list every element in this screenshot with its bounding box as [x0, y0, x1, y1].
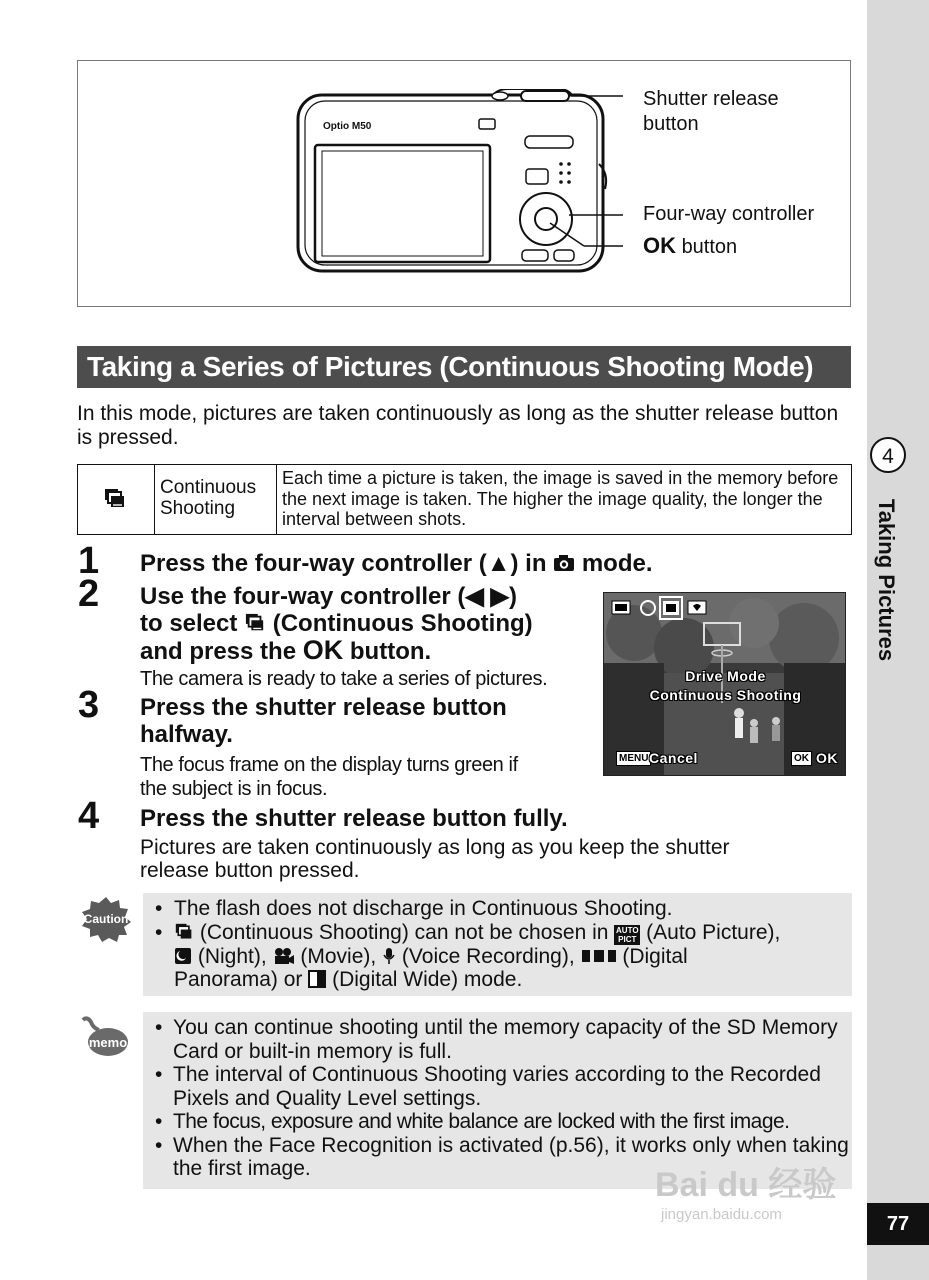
camera-back-illustration: [293, 89, 633, 279]
step-2-sub: The camera is ready to take a series of pictures.: [140, 668, 548, 690]
mode-description-cell: Each time a picture is taken, the image is saved in the memory before the next image is taken. The higher the image quality, the longer the interval between shots.: [282, 468, 839, 529]
watermark-logo: Bai du 经验: [655, 1166, 837, 1204]
step-4-number: 4: [78, 795, 100, 837]
caution-movie-text: (Movie),: [300, 944, 377, 968]
caution-voice-text: (Voice Recording),: [401, 944, 575, 968]
watermark-url: jingyan.baidu.com: [661, 1206, 782, 1223]
memo-item: • When the Face Recognition is activated (p.56), it works only when taking the first image.: [143, 1134, 849, 1181]
lcd-menu-key: MENU: [616, 751, 651, 766]
ok-button-text: button: [681, 236, 738, 258]
caution-badge-text: Caution: [83, 912, 129, 926]
step-3-sub-line1: The focus frame on the display turns green if: [140, 754, 518, 776]
step-4-sub-line1: Pictures are taken continuously as long as you keep the shutter: [140, 836, 730, 859]
lcd-cancel-label: Cancel: [649, 750, 698, 766]
mode-icon-cell: [78, 465, 155, 534]
ok-button-callout: [643, 233, 737, 260]
lcd-ok-key: OK: [791, 751, 812, 766]
lcd-ok-label: OK: [816, 750, 838, 766]
page-number: 77: [867, 1203, 929, 1245]
caution-item: [143, 897, 852, 921]
caution-item-continued: [143, 968, 852, 992]
lcd-background-scene: [604, 593, 846, 776]
chapter-title-text: Taking Pictures: [874, 498, 899, 662]
step-3-line2: halfway.: [140, 721, 233, 748]
auto-picture-icon-line1: AUTO: [616, 925, 639, 935]
microphone-icon: [382, 947, 396, 965]
caution-item-2-text-a: (Continuous Shooting) can not be chosen in: [199, 920, 609, 944]
ok-symbol: OK: [643, 233, 676, 258]
step-3-number: 3: [78, 684, 100, 726]
memo-item: • The focus, exposure and white balance are locked with the first image.: [143, 1110, 849, 1134]
continuous-shooting-icon: [174, 923, 194, 941]
step-1-heading-mode: mode.: [581, 550, 653, 577]
camera-model-label: Optio M50: [323, 121, 372, 132]
step-2-line3: [140, 637, 431, 665]
step-2-line3-a: and press the: [140, 638, 297, 665]
mode-name-cell: Continuous Shooting: [155, 465, 277, 534]
caution-panorama-end-text: Panorama) or: [174, 968, 303, 991]
memo-list: [143, 1016, 849, 1181]
step-4-heading: Press the shutter release button fully.: [140, 805, 568, 832]
camera-mode-icon: [553, 554, 575, 572]
shutter-release-callout: Shutter release button: [643, 88, 779, 135]
memo-item: • You can continue shooting until the memory capacity of the SD Memory Card or built-in memory is full.: [143, 1016, 849, 1063]
camera-figure: [77, 60, 851, 307]
section-title: Taking a Series of Pictures (Continuous Shooting Mode): [77, 346, 851, 388]
continuous-shooting-icon: [244, 613, 266, 633]
lcd-menu-title: Drive Mode: [685, 668, 766, 684]
memo-badge-icon: [80, 1016, 130, 1060]
caution-badge-icon: [80, 896, 132, 942]
digital-wide-icon: [308, 970, 326, 988]
auto-picture-icon-line2: PICT: [618, 934, 637, 944]
section-intro: In this mode, pictures are taken continuously as long as the shutter release button is pressed.: [77, 402, 839, 449]
bullet: •: [155, 897, 163, 920]
lcd-screenshot: [603, 592, 846, 776]
auto-picture-icon: [614, 925, 640, 945]
mode-table: [77, 464, 852, 535]
four-way-controller-callout: Four-way controller: [643, 203, 815, 225]
caution-item-2-text-b: (Auto Picture),: [646, 920, 781, 944]
step-1-number: 1: [78, 540, 100, 582]
caution-panorama-text: (Digital: [622, 944, 688, 968]
caution-item: [143, 921, 852, 945]
step-2-line2-a: to select: [140, 610, 238, 637]
step-2-line1: Use the four-way controller (◀ ▶): [140, 583, 517, 610]
memo-item: • The interval of Continuous Shooting varies according to the Recorded Pixels and Quality Level settings.: [143, 1063, 849, 1110]
continuous-shooting-icon: [104, 488, 126, 510]
step-4-sub-line2: release button pressed.: [140, 859, 360, 882]
memo-badge-text: memo: [88, 1035, 128, 1050]
caution-item-continued: [143, 945, 852, 969]
baidu-watermark: [655, 1165, 867, 1245]
caution-wide-text: (Digital Wide) mode.: [332, 968, 523, 991]
step-1-heading-text: Press the four-way controller (▲) in: [140, 550, 547, 577]
movie-icon: [273, 947, 295, 965]
caution-list: [143, 897, 852, 992]
step-1-heading: [140, 550, 653, 577]
step-2-number: 2: [78, 573, 100, 615]
ok-button-symbol: OK: [302, 635, 344, 665]
caution-item-1-text: The flash does not discharge in Continuous Shooting.: [174, 897, 673, 920]
bullet: •: [155, 920, 163, 944]
step-3-line1: Press the shutter release button: [140, 694, 507, 721]
caution-night-text: (Night),: [197, 944, 267, 968]
chapter-number: 4: [870, 437, 906, 473]
step-2-line3-b: button.: [349, 638, 432, 665]
step-2-line2-b: (Continuous Shooting): [272, 610, 533, 637]
chapter-title: [866, 490, 906, 670]
step-3-sub-line2: the subject is in focus.: [140, 778, 328, 800]
lcd-menu-value: Continuous Shooting: [649, 687, 802, 703]
digital-panorama-icon: [581, 948, 617, 964]
night-scene-icon: [174, 947, 192, 965]
step-2-line2: [140, 610, 533, 637]
